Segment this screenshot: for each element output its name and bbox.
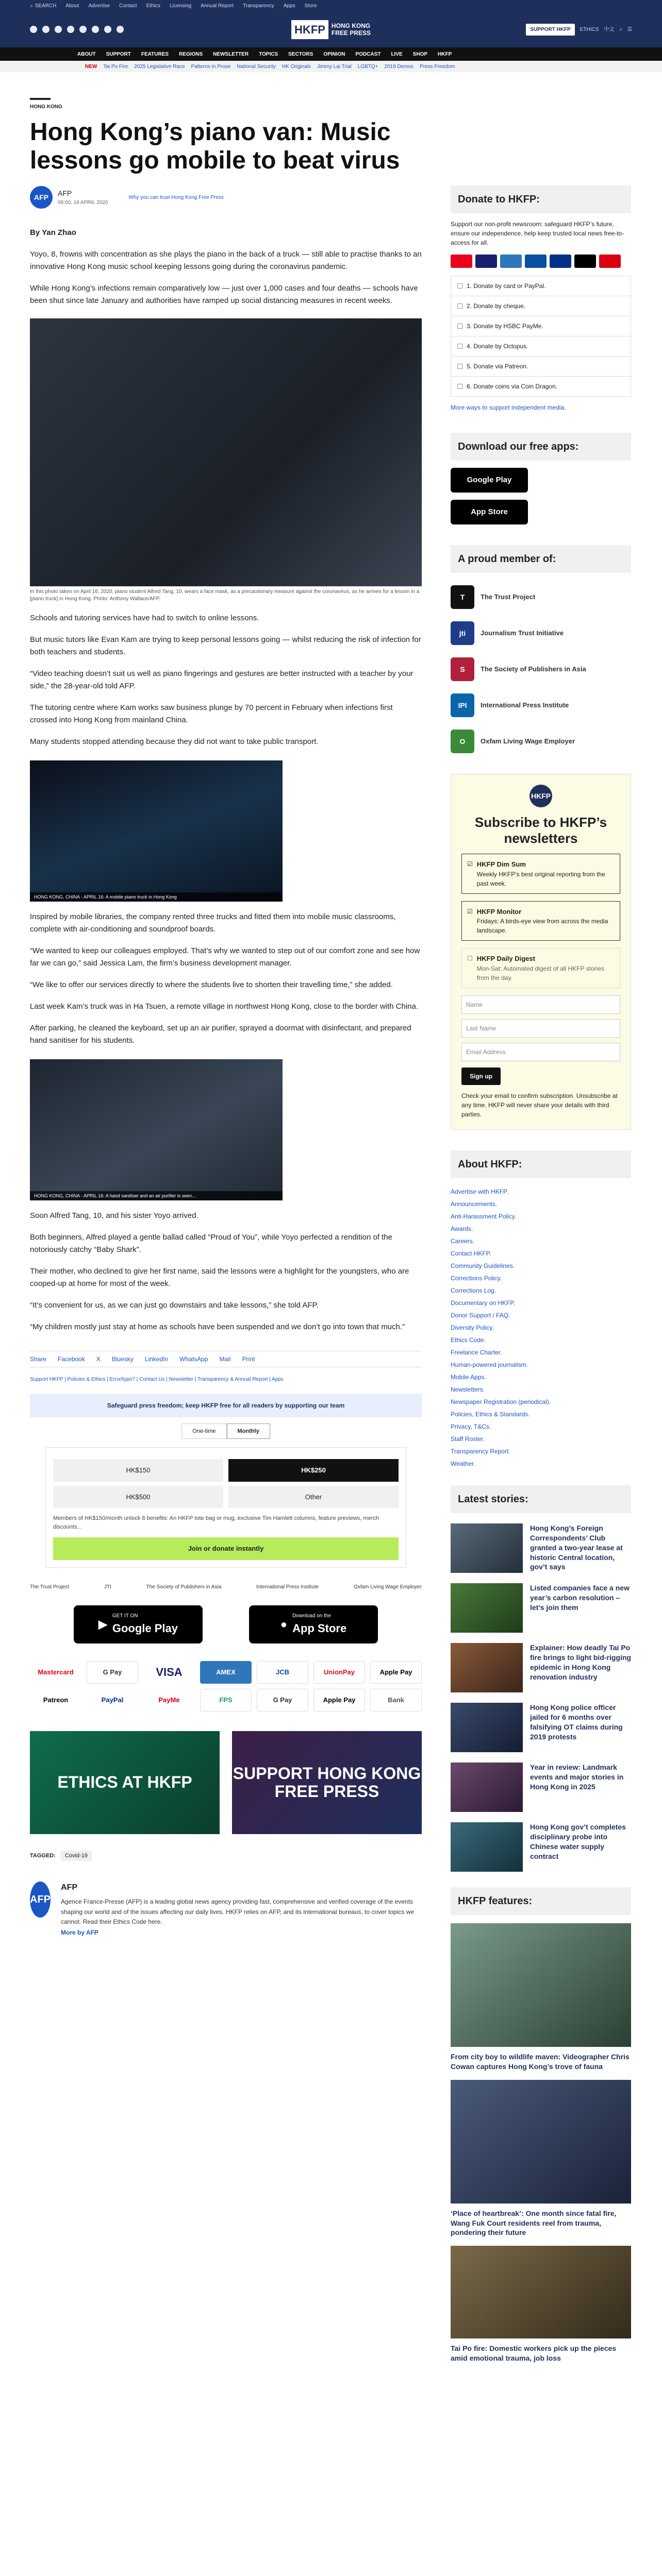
- org-logos: [30, 1583, 422, 1591]
- paragraph: “My children mostly just stay at home as schools have been suspended and we don’t go into town that much.”: [30, 1322, 405, 1331]
- nav-item[interactable]: ABOUT: [77, 51, 96, 57]
- author-bio: Agence France-Presse (AFP) is a leading global news agency providing fast, comprehensive and verified coverage of the events shaping our world and of the issues affecting our daily lives. HKFP relies on AFP, and its international bureaus, to cover topics we cannot. Read their Ethics Code here.: [61, 1898, 415, 1925]
- fps-logo: FPS: [200, 1689, 252, 1711]
- newsletter-option[interactable]: ☐ HKFP Daily Digest Mon-Sat: Automated digest of all HKFP stories from the day.: [461, 948, 620, 988]
- ipi-icon: IPI: [451, 693, 474, 717]
- ipi-logo[interactable]: International Press Institute: [256, 1584, 319, 1590]
- topbar-link[interactable]: Ethics: [146, 3, 160, 9]
- trending-link[interactable]: LGBTQ+: [357, 63, 378, 70]
- amount-picker: [45, 1447, 406, 1568]
- about-section: [451, 1150, 631, 1470]
- checkbox-icon: [457, 303, 462, 309]
- one-time-tab[interactable]: One-time: [181, 1423, 226, 1439]
- menu-icon[interactable]: ☰: [627, 26, 632, 32]
- topbar-link[interactable]: About: [65, 3, 79, 9]
- member-oxfam[interactable]: O Oxfam Living Wage Employer: [451, 730, 631, 753]
- latest-stories: [451, 1485, 631, 1872]
- feature-image[interactable]: [451, 2080, 631, 2204]
- trending-nav: [0, 61, 662, 72]
- member-heading: A proud member of:: [451, 545, 631, 573]
- features-heading: HKFP features:: [451, 1887, 631, 1915]
- about-list: [451, 1185, 631, 1470]
- support-hkfp-banner[interactable]: SUPPORT HONG KONG FREE PRESS: [232, 1731, 422, 1834]
- email-input[interactable]: Email Address: [461, 1043, 620, 1061]
- apple-icon: ●: [280, 1618, 288, 1631]
- about-link[interactable]: Staff Roster.: [451, 1435, 485, 1443]
- first-name-input[interactable]: Name: [461, 995, 620, 1014]
- app-store-button[interactable]: ● Download on the App Store: [249, 1605, 378, 1643]
- feature-title[interactable]: From city boy to wildlife maven: Videographer Chris Cowan captures Hong Kong’s trove of fauna: [451, 2052, 630, 2071]
- about-link[interactable]: Newspaper Registration (periodical).: [451, 1398, 551, 1405]
- about-link[interactable]: Ethics Code.: [451, 1336, 486, 1344]
- article-title: Hong Kong’s piano van: Music lessons go mobile to beat virus: [30, 118, 400, 175]
- feature-title[interactable]: Tai Po fire: Domestic workers pick up the pieces amid emotional trauma, job loss: [451, 2344, 617, 2363]
- nav-item[interactable]: REGIONS: [179, 51, 203, 57]
- sopa-icon: S: [451, 657, 474, 681]
- latest-heading: Latest stories:: [451, 1485, 631, 1513]
- donate-heading: Donate to HKFP:: [451, 185, 631, 213]
- embed-caption: HONG KONG, CHINA - APRIL 16: A mobile piano truck in Hong Kong: [34, 894, 177, 900]
- threads-icon[interactable]: [92, 26, 99, 33]
- paragraph: Their mother, who declined to give her first name, said the lessons were a highlight for the youngsters, who are cooped-up at home for most of the week.: [30, 1266, 409, 1288]
- checkbox-checked-icon: ☑: [467, 860, 473, 868]
- sopa-logo[interactable]: The Society of Publishers in Asia: [146, 1584, 222, 1590]
- trust-link[interactable]: Why you can trust Hong Kong Free Press: [128, 194, 224, 200]
- payme-logo: PayMe: [143, 1689, 195, 1711]
- youtube-icon[interactable]: [67, 26, 74, 33]
- about-link[interactable]: Corrections Policy.: [451, 1274, 502, 1282]
- more-ways-link[interactable]: More ways to support independent media.: [451, 404, 566, 411]
- tags: [30, 1851, 422, 1861]
- member-trust-project[interactable]: T The Trust Project: [451, 585, 631, 609]
- footer-links[interactable]: Support HKFP | Policies & Ethics | Error/typo? | Contact Us | Newsletter | Transparency & Annual Report | Apps: [30, 1376, 284, 1382]
- about-link[interactable]: Community Guidelines.: [451, 1262, 515, 1269]
- paragraph: Many students stopped attending because they did not want to take public transport.: [30, 737, 319, 746]
- paragraph: While Hong Kong’s infections remain comparatively low — just over 1,000 cases and four deaths — schools have been shut since late January and authorities have ramped up social distancing measures in recent weeks.: [30, 283, 418, 305]
- sidebar: [451, 72, 631, 2363]
- lead-photo: [30, 318, 422, 603]
- nav-item[interactable]: FEATURES: [141, 51, 169, 57]
- share-bluesky[interactable]: Bluesky: [111, 1355, 134, 1363]
- visa-icon: [475, 255, 497, 268]
- about-link[interactable]: Newsletters.: [451, 1385, 485, 1393]
- newsletter-heading: Subscribe to HKFP’s newsletters: [474, 815, 607, 846]
- tag-chip[interactable]: Covid-19: [61, 1851, 92, 1861]
- trust-project-logo[interactable]: The Trust Project: [30, 1584, 70, 1590]
- author-box: [30, 1882, 422, 1938]
- newsletter-note: Check your email to confirm subscription. Unsubscribe at any time. HKFP will never share your details with third parties.: [461, 1092, 618, 1118]
- embedded-photo[interactable]: [30, 760, 283, 902]
- nav-item[interactable]: SUPPORT: [106, 51, 131, 57]
- ethics-link[interactable]: ETHICS: [580, 26, 599, 32]
- brand-bar: [0, 11, 662, 47]
- trending-link[interactable]: 2025 Legislative Race: [134, 63, 185, 70]
- topbar-link[interactable]: Advertise: [88, 3, 110, 9]
- more-by-author-link[interactable]: More by AFP: [61, 1928, 98, 1936]
- search-icon[interactable]: ⌕: [619, 26, 623, 32]
- photo-caption: In this photo taken on April 16, 2020, piano student Alfred Tang, 10, wears a face mask, as a precautionary measure against the coronavirus, as he arrives for a lesson in a [piano truck] in Hong Kong. Photo: Anthony Wallace/AFP.: [30, 588, 420, 602]
- share-bar: [30, 1351, 422, 1367]
- member-perks: Members of HK$150/month unlock 8 benefits: An HKFP tote bag or mug, exclusive Tim Hamlett columns, feature previews, merch discounts...: [53, 1515, 379, 1530]
- topbar-link[interactable]: Store: [304, 3, 317, 9]
- reporter-name: By Yan Zhao: [30, 228, 76, 238]
- story-item[interactable]: Listed companies face a new year’s carbon resolution – let’s join them: [451, 1583, 631, 1633]
- story-item[interactable]: Explainer: How deadly Tai Po fire brings to light bid-rigging epidemic in Hong Kong renovation industry: [451, 1643, 631, 1692]
- search-icon: ⌕: [30, 3, 33, 9]
- social-links: [30, 26, 124, 33]
- amount-option-selected[interactable]: HK$250: [228, 1459, 399, 1482]
- mastercard-icon: [451, 255, 472, 268]
- checkbox-icon: [457, 364, 462, 369]
- ethics-banner[interactable]: ETHICS AT HKFP: [30, 1731, 220, 1834]
- about-link[interactable]: Contact HKFP.: [451, 1249, 491, 1257]
- support-button[interactable]: SUPPORT HKFP: [526, 24, 574, 36]
- story-thumbnail: [451, 1523, 523, 1573]
- topbar-link[interactable]: Annual Report: [201, 3, 234, 9]
- truck-night-image: [30, 760, 283, 902]
- jti-icon: jti: [451, 621, 474, 645]
- nav-item[interactable]: SHOP: [412, 51, 428, 57]
- unionpay-logo: UnionPay: [313, 1661, 365, 1684]
- trust-project-icon: T: [451, 585, 474, 609]
- trending-link[interactable]: Patterns in Prose: [191, 63, 231, 70]
- about-link[interactable]: Mobile Apps.: [451, 1373, 486, 1381]
- share-label: Share: [30, 1355, 47, 1363]
- amount-option[interactable]: HK$500: [53, 1486, 223, 1509]
- donate-intro[interactable]: Support our non-profit newsroom: safeguard HKFP’s future, ensure our independence, help keep trusted local news free-to-access for all.: [451, 221, 624, 246]
- paragraph: After parking, he cleaned the keyboard, set up an air purifier, sprayed a doormat with disinfectant, and prepared hand sanitiser for his students.: [30, 1023, 411, 1045]
- frequency-toggle: [30, 1423, 422, 1439]
- member-ipi[interactable]: IPI International Press Institute: [451, 693, 631, 717]
- checkbox-icon: [457, 384, 462, 389]
- paragraph: Inspired by mobile libraries, the company rented three trucks and fitted them into mobile music classrooms, complete with air-conditioning and soundproof boards.: [30, 912, 396, 934]
- linkedin-icon[interactable]: [79, 26, 87, 33]
- piano-truck-image: [30, 318, 422, 586]
- checkbox-icon: [457, 283, 462, 289]
- trending-link[interactable]: 2019 Demos: [384, 63, 414, 70]
- promo-banners: [30, 1731, 422, 1834]
- donate-widget: [30, 1423, 422, 1568]
- about-link[interactable]: Human-powered journalism.: [451, 1361, 528, 1368]
- amex-icon: [500, 255, 522, 268]
- about-link[interactable]: Announcements.: [451, 1200, 498, 1208]
- article-body: [30, 248, 422, 1333]
- patreon-logo: Patreon: [30, 1689, 81, 1711]
- tagged-label: TAGGED:: [30, 1852, 56, 1859]
- author-name[interactable]: AFP: [58, 189, 72, 198]
- topbar-link[interactable]: Contact: [119, 3, 137, 9]
- donate-option[interactable]: 6. Donate coins via Coin Dragon.: [451, 376, 631, 397]
- trending-link[interactable]: Jimmy Lai Trial: [317, 63, 352, 70]
- amex-logo: AMEX: [200, 1661, 252, 1684]
- new-label: NEW: [85, 63, 97, 70]
- story-item[interactable]: Hong Kong police officer jailed for 6 months over falsifying OT claims during 2019 protests: [451, 1703, 631, 1752]
- author-avatar[interactable]: AFP: [30, 1882, 51, 1918]
- about-link[interactable]: Careers.: [451, 1237, 475, 1245]
- topbar-link[interactable]: Apps: [283, 3, 295, 9]
- about-link[interactable]: Awards.: [451, 1225, 473, 1232]
- about-link[interactable]: Transparency Report.: [451, 1447, 510, 1455]
- share-linkedin[interactable]: LinkedIn: [144, 1355, 169, 1363]
- support-banner[interactable]: Safeguard press freedom; keep HKFP free for all readers by supporting our team: [30, 1394, 422, 1417]
- paragraph: The tutoring centre where Kam works saw business plunge by 70 percent in February when infections first crossed into Hong Kong from mainland China.: [30, 703, 393, 724]
- paypal-logo: PayPal: [87, 1689, 138, 1711]
- last-name-input[interactable]: Last Name: [461, 1019, 620, 1038]
- author-avatar[interactable]: AFP: [30, 186, 53, 209]
- newsletter-option[interactable]: ☑ HKFP Dim Sum Weekly HKFP’s best original reporting from the past week.: [461, 854, 620, 894]
- story-item[interactable]: Hong Kong’s Foreign Correspondents’ Club granted a two-year lease at historic Central location, gov’t says: [451, 1523, 631, 1573]
- applepay-logo: Apple Pay: [370, 1661, 422, 1684]
- chinese-link[interactable]: 中文: [604, 26, 615, 32]
- share-facebook[interactable]: Facebook: [58, 1355, 85, 1363]
- keyboard-image: [30, 1059, 283, 1200]
- byline: [30, 186, 422, 209]
- app-store-button[interactable]: App Store: [451, 500, 528, 524]
- paragraph: But music tutors like Evan Kam are trying to keep personal lessons going — whilst reducing the risk of infection for both teachers and students.: [30, 635, 421, 656]
- trending-link[interactable]: Press Freedom: [420, 63, 455, 70]
- story-thumbnail: [451, 1583, 523, 1633]
- donate-option[interactable]: 2. Donate by cheque.: [451, 296, 631, 316]
- nav-item[interactable]: PODCAST: [355, 51, 381, 57]
- paragraph: “It’s convenient for us, as we can just go downstairs and take lessons,” she told AFP.: [30, 1300, 319, 1310]
- oxfam-icon: O: [451, 730, 474, 753]
- gpay-logo: G Pay: [257, 1689, 308, 1711]
- about-link[interactable]: Donor Support / FAQ.: [451, 1311, 510, 1319]
- mastercard-logo: Mastercard: [30, 1661, 81, 1684]
- checkbox-icon: [457, 324, 462, 329]
- about-heading: About HKFP:: [451, 1150, 631, 1178]
- donate-option[interactable]: 4. Donate by Octopus.: [451, 336, 631, 357]
- facebook-icon[interactable]: [30, 26, 37, 33]
- story-thumbnail: [451, 1703, 523, 1752]
- amount-option[interactable]: HK$150: [53, 1459, 223, 1482]
- member-sopa[interactable]: S The Society of Publishers in Asia: [451, 657, 631, 681]
- newsletter-option[interactable]: ☑ HKFP Monitor Fridays: A birds-eye view from across the media landscape.: [461, 901, 620, 941]
- about-link[interactable]: Anti-Harassment Policy.: [451, 1212, 517, 1220]
- app-store-buttons: [30, 1605, 422, 1643]
- page-body: [0, 72, 662, 2363]
- paragraph: “We like to offer our services directly to where the students live to shorten their travelling time,” she added.: [30, 980, 393, 989]
- topbar-link[interactable]: Transparency: [243, 3, 274, 9]
- story-thumbnail: [451, 1762, 523, 1812]
- paypal-icon: [550, 255, 571, 268]
- paragraph: “We wanted to keep our colleagues employed. That’s why we wanted to step out of our comfort zone and see how far we can go,” said Jessica Lam, the firm’s business development manager.: [30, 946, 420, 968]
- article-column: [30, 72, 422, 2363]
- play-icon: ▶: [98, 1618, 107, 1631]
- nav-item[interactable]: SECTORS: [288, 51, 313, 57]
- trending-link[interactable]: Tai Po Fire: [103, 63, 128, 70]
- about-link[interactable]: Weather.: [451, 1460, 475, 1467]
- gpay-logo: G Pay: [87, 1661, 138, 1684]
- checkbox-icon: ☐: [467, 955, 473, 962]
- applepay-icon: [574, 255, 596, 268]
- story-thumbnail: [451, 1643, 523, 1692]
- google-play-button[interactable]: Google Play: [451, 468, 528, 493]
- paragraph: Last week Kam’s truck was in Ha Tsuen, a remote village in northwest Hong Kong, close to the border with China.: [30, 1002, 419, 1011]
- donate-option[interactable]: 5. Donate via Patreon.: [451, 356, 631, 377]
- story-item[interactable]: Year in review: Landmark events and major stories in Hong Kong in 2025: [451, 1762, 631, 1812]
- share-x[interactable]: X: [96, 1355, 101, 1363]
- search-link[interactable]: ⌕ SEARCH: [30, 3, 57, 9]
- trending-link[interactable]: HK Originals: [282, 63, 311, 70]
- newsletter-box: [451, 774, 631, 1130]
- monthly-tab[interactable]: Monthly: [227, 1423, 270, 1439]
- sidebar-pay-logos: [451, 255, 631, 268]
- publish-date: 09:00, 19 APRIL 2020: [58, 200, 108, 206]
- paragraph: Yoyo, 8, frowns with concentration as she plays the piano in the back of a truck — still able to practise thanks to an innovative Hong Kong music school keeping lessons going during the coronavirus pandemic.: [30, 249, 422, 271]
- about-link[interactable]: Corrections Log.: [451, 1286, 496, 1294]
- x-icon[interactable]: [42, 26, 49, 33]
- top-utility-bar: [0, 0, 662, 11]
- nav-item[interactable]: NEWSLETTER: [213, 51, 249, 57]
- payment-methods: [30, 1661, 422, 1711]
- applepay-logo: Apple Pay: [313, 1689, 365, 1711]
- brand-actions: [526, 24, 632, 36]
- payme-icon: [599, 255, 621, 268]
- author-box-name[interactable]: AFP: [61, 1883, 77, 1892]
- google-play-button[interactable]: ▶ GET IT ON Google Play: [74, 1605, 203, 1643]
- paragraph: Soon Alfred Tang, 10, and his sister Yoyo arrived.: [30, 1211, 198, 1220]
- about-link[interactable]: Advertise with HKFP.: [451, 1188, 508, 1195]
- paragraph: Both beginners, Alfred played a gentle ballad called “Proud of You”, while Yoyo perfected a rendition of the notoriously catchy “Baby Shark”.: [30, 1232, 392, 1254]
- jcb-icon: [525, 255, 547, 268]
- feature-image[interactable]: [451, 2246, 631, 2338]
- bank-logo: Bank: [370, 1689, 422, 1711]
- category-label[interactable]: HONG KONG: [30, 104, 62, 110]
- telegram-icon[interactable]: [104, 26, 111, 33]
- bluesky-icon[interactable]: [117, 26, 124, 33]
- instagram-icon[interactable]: [55, 26, 62, 33]
- donate-option[interactable]: 3. Donate by HSBC PayMe.: [451, 316, 631, 336]
- share-whatsapp[interactable]: WhatsApp: [179, 1355, 208, 1363]
- category-rule: [30, 98, 51, 100]
- amount-option-other[interactable]: Other: [228, 1486, 399, 1509]
- features-section: [451, 1887, 631, 2363]
- share-mail[interactable]: Mail: [219, 1355, 231, 1363]
- jti-logo[interactable]: JTI: [104, 1584, 111, 1590]
- site-logo[interactable]: HKFP HONG KONG FREE PRESS: [291, 20, 371, 39]
- about-link[interactable]: Documentary on HKFP.: [451, 1299, 516, 1307]
- story-thumbnail: [451, 1822, 523, 1872]
- signup-button[interactable]: Sign up: [461, 1067, 501, 1085]
- about-link[interactable]: Policies, Ethics & Standards.: [451, 1410, 530, 1418]
- apps-heading: Download our free apps:: [451, 433, 631, 461]
- share-print[interactable]: Print: [242, 1355, 255, 1363]
- main-nav: [0, 47, 662, 61]
- about-link[interactable]: Privacy, T&Cs.: [451, 1422, 491, 1430]
- nav-item[interactable]: LIVE: [391, 51, 403, 57]
- visa-logo: VISA: [143, 1661, 195, 1684]
- member-jti[interactable]: jti Journalism Trust Initiative: [451, 621, 631, 645]
- checkbox-checked-icon: ☑: [467, 907, 473, 915]
- feature-image[interactable]: [451, 1923, 631, 2047]
- about-link[interactable]: Freelance Charter.: [451, 1348, 502, 1356]
- hkfp-badge-icon: HKFP: [529, 785, 552, 807]
- topbar-link[interactable]: Licensing: [169, 3, 192, 9]
- feature-title[interactable]: ‘Place of heartbreak’: One month since fatal fire, Wang Fuk Court residents reel from trauma, pondering their future: [451, 2209, 617, 2237]
- about-link[interactable]: Diversity Policy.: [451, 1324, 494, 1331]
- checkbox-icon: [457, 344, 462, 349]
- paragraph: “Video teaching doesn’t suit us well as piano fingerings and gestures are better instructed with a teacher by your side,” the 28-year-old told AFP.: [30, 669, 413, 690]
- jcb-logo: JCB: [257, 1661, 308, 1684]
- join-button[interactable]: Join or donate instantly: [53, 1537, 399, 1560]
- embed-caption: HONG KONG, CHINA - APRIL 16: A hand sanitiser and an air purifier is seen...: [34, 1193, 196, 1198]
- oxfam-logo[interactable]: Oxfam Living Wage Employer: [354, 1584, 422, 1590]
- trending-link[interactable]: National Security: [237, 63, 276, 70]
- donate-option[interactable]: 1. Donate by card or PayPal.: [451, 276, 631, 296]
- nav-item[interactable]: HKFP: [438, 51, 452, 57]
- paragraph: Schools and tutoring services have had to switch to online lessons.: [30, 613, 259, 622]
- nav-item[interactable]: OPINION: [323, 51, 345, 57]
- donate-options: [451, 276, 631, 397]
- story-item[interactable]: Hong Kong gov’t completes disciplinary probe into Chinese water supply contract: [451, 1822, 631, 1872]
- embedded-photo[interactable]: [30, 1059, 283, 1200]
- nav-item[interactable]: TOPICS: [259, 51, 278, 57]
